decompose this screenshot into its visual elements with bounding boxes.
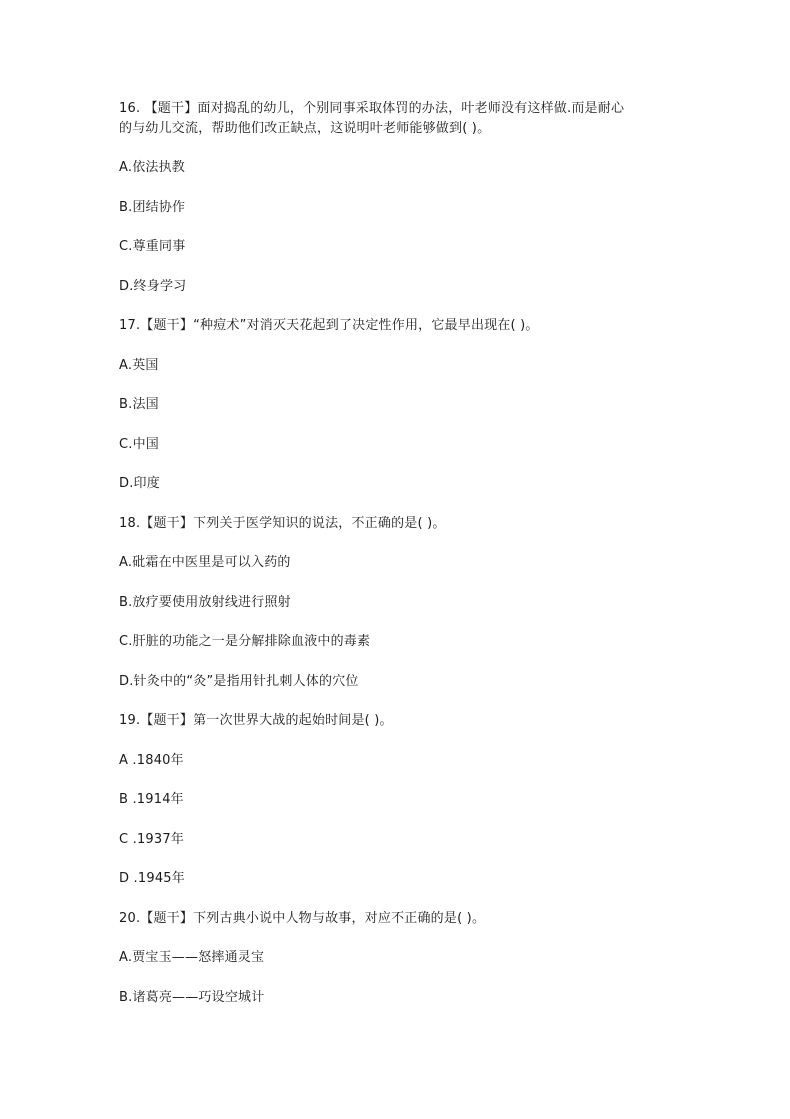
question-17-option-c: C.中国 bbox=[119, 437, 160, 452]
question-17-option-d: D.印度 bbox=[119, 476, 160, 491]
question-17-option-a: A.英国 bbox=[119, 358, 159, 373]
question-16-option-a: A.依法执教 bbox=[119, 160, 185, 175]
question-19-option-c: C .1937年 bbox=[119, 832, 185, 847]
question-19-stem: 19.【题干】第一次世界大战的起始时间是( )。 bbox=[119, 713, 393, 728]
question-18-stem: 18.【题干】下列关于医学知识的说法，不正确的是( )。 bbox=[119, 516, 446, 531]
question-17-stem: 17.【题干】“种痘术”对消灭天花起到了决定性作用，它最早出现在( )。 bbox=[119, 318, 539, 333]
question-16-option-b: B.团结协作 bbox=[119, 200, 186, 215]
question-16-option-c: C.尊重同事 bbox=[119, 239, 186, 254]
question-20-stem: 20.【题干】下列古典小说中人物与故事，对应不正确的是( )。 bbox=[119, 911, 486, 926]
question-19-option-d: D .1945年 bbox=[119, 871, 185, 886]
question-16-option-d: D.终身学习 bbox=[119, 279, 187, 294]
question-19-option-a: A .1840年 bbox=[119, 753, 184, 768]
question-19-option-b: B .1914年 bbox=[119, 792, 184, 807]
question-18-option-b: B.放疗要使用放射线进行照射 bbox=[119, 595, 291, 610]
question-20-option-a: A.贾宝玉——怒摔通灵宝 bbox=[119, 950, 265, 965]
question-18-option-c: C.肝脏的功能之一是分解排除血液中的毒素 bbox=[119, 634, 371, 649]
question-16-stem-line-2: 的与幼儿交流，帮助他们改正缺点，这说明叶老师能够做到( )。 bbox=[119, 121, 491, 136]
question-20-option-b: B.诸葛亮——巧设空城计 bbox=[119, 990, 265, 1005]
question-18-option-d: D.针灸中的“灸”是指用针扎刺人体的穴位 bbox=[119, 674, 359, 689]
question-16-stem-line-1: 16. 【题干】面对捣乱的幼儿，个别同事采取体罚的办法，叶老师没有这样做.而是耐心 bbox=[119, 101, 625, 116]
question-17-option-b: B.法国 bbox=[119, 397, 159, 412]
question-18-option-a: A.砒霜在中医里是可以入药的 bbox=[119, 555, 291, 570]
